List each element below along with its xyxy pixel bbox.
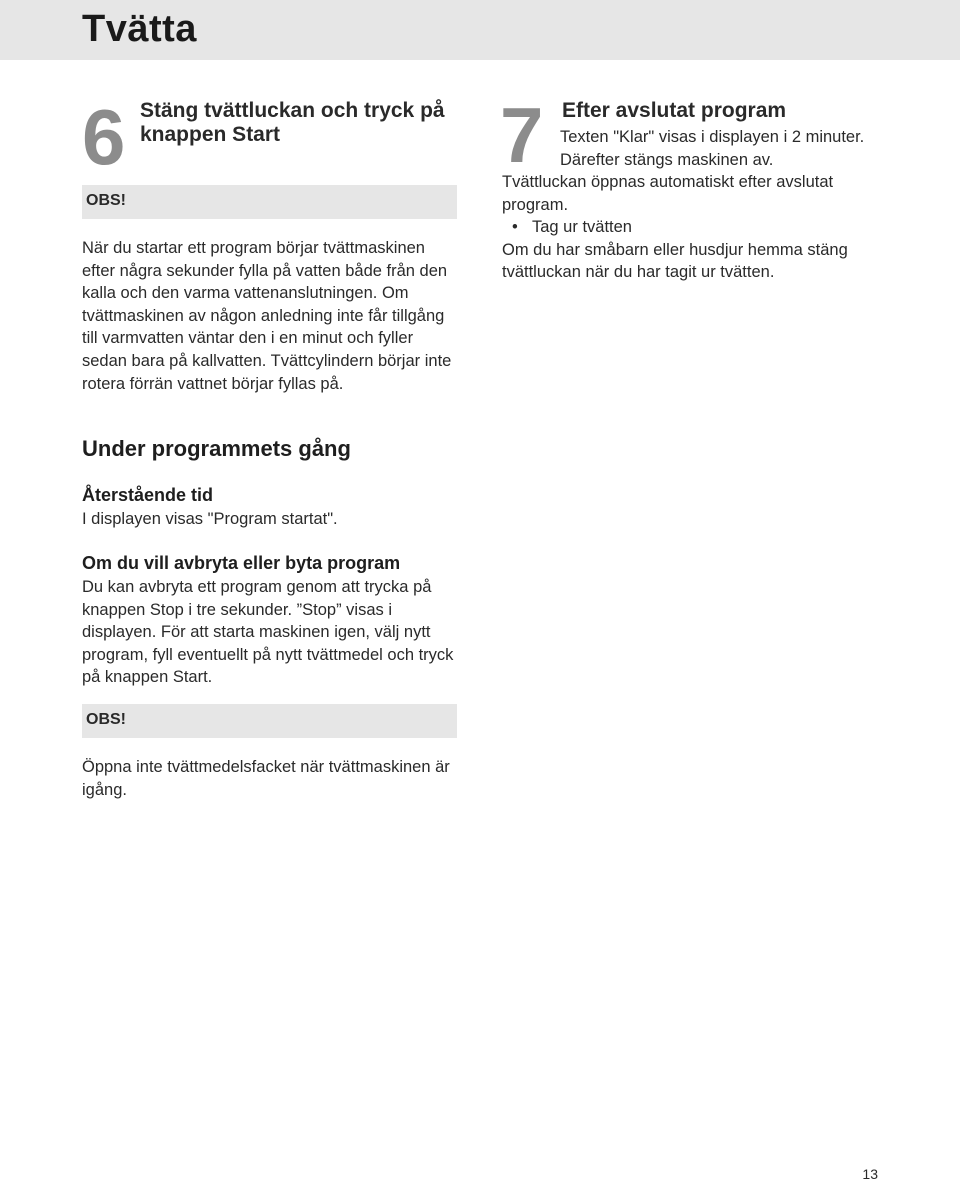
section-heading: Under programmets gång: [82, 436, 351, 461]
note-label: OBS!: [86, 192, 126, 209]
page-number: 13: [862, 1166, 878, 1182]
step-7-text-b: Tvättluckan öppnas automatiskt efter avslutat program.: [502, 173, 834, 214]
note-label-2: OBS!: [86, 711, 126, 728]
step-7-text-c: Om du har småbarn eller husdjur hemma stäng tvättluckan när du har tagit ur tvätten.: [502, 240, 848, 282]
step-6-heading: Stäng tvättluckan och tryck på knappen Start: [140, 99, 445, 146]
cancel-program-heading: Om du vill avbryta eller byta program: [82, 553, 401, 573]
step-number-7: 7: [500, 91, 544, 179]
note-band-2: [82, 704, 457, 738]
bullet-item: [502, 216, 902, 239]
step-7-heading: Efter avslutat program: [562, 99, 787, 122]
note-band: [82, 185, 457, 219]
note-text-2: Öppna inte tvättmedelsfacket när tvättmaskinen är igång.: [82, 758, 450, 799]
step-7-text-block: [502, 171, 902, 284]
bullet-icon: •: [512, 218, 518, 237]
bullet-text: Tag ur tvätten: [532, 218, 632, 237]
cancel-program-text: Du kan avbryta ett program genom att trycka på knappen Stop i tre sekunder. ”Stop” visas i displayen. För att starta maskinen igen, välj nytt program, fyll eventuellt på nytt tvättmedel och tryck på knappen Start.: [82, 578, 454, 687]
remaining-time-heading: Återstående tid: [82, 485, 214, 505]
step-6-text: När du startar ett program börjar tvättmaskinen efter några sekunder fylla på vatten både från den kalla och den varma vattenanslutningen. Om tvättmaskinen av någon anledning inte får tillgång till varmvatten väntar den i en minut och fyller sedan bara på kallvatten. Tvättcylindern börjar inte rotera förrän vattnet börjar fyllas på.: [82, 239, 452, 393]
step-7-text-a: Texten "Klar" visas i displayen i 2 minuter. Därefter stängs maskinen av.: [560, 128, 865, 169]
step-number-6: 6: [82, 93, 126, 181]
remaining-time-text: I displayen visas "Program startat".: [82, 510, 338, 528]
page-title: Tvätta: [82, 8, 197, 50]
